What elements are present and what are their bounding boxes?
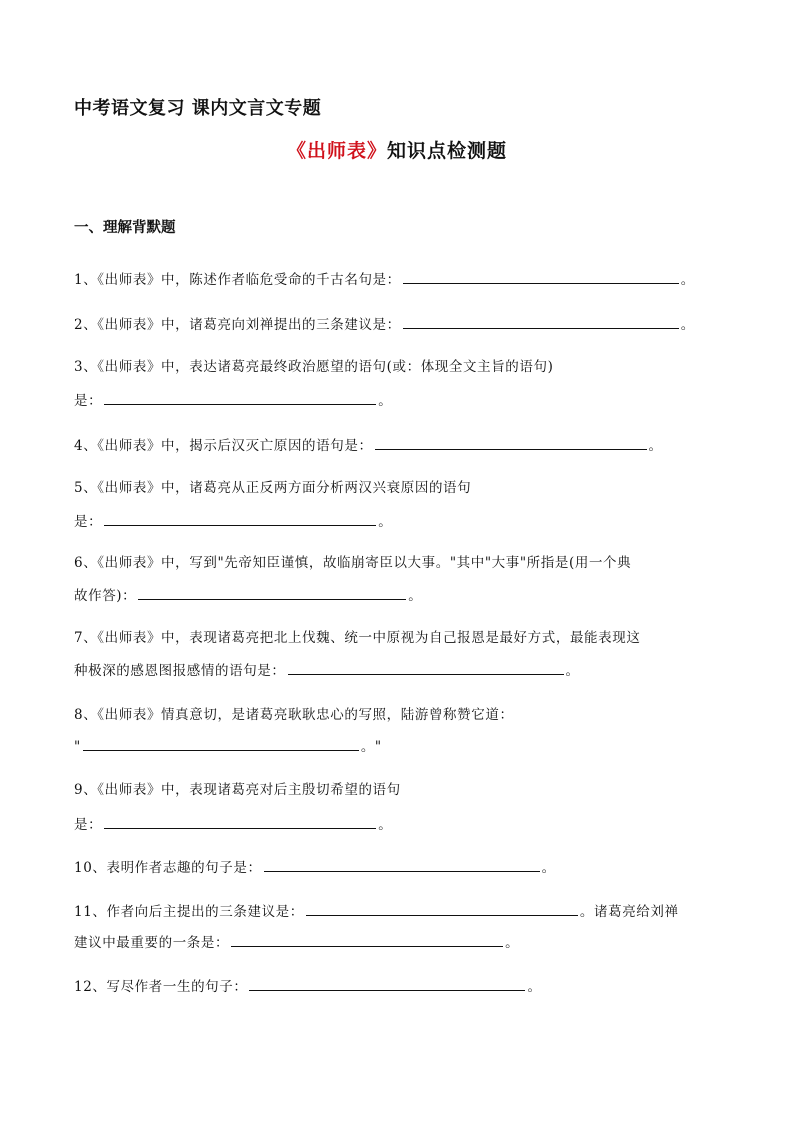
answer-blank-10[interactable] <box>264 856 540 872</box>
question-11-continuation: 。诸葛亮给刘禅 <box>579 904 679 920</box>
question-12 <box>74 975 542 997</box>
question-7-line-2 <box>74 659 580 681</box>
question-11-line-2 <box>74 931 519 953</box>
question-4-end: 。 <box>648 438 663 454</box>
question-6-line-2 <box>74 584 422 606</box>
answer-blank-12[interactable] <box>249 975 525 991</box>
answer-blank-2[interactable] <box>403 313 679 329</box>
question-5-line-2 <box>74 510 392 532</box>
header-title: 中考语文复习 课内文言文专题 <box>74 98 322 119</box>
document-title-work-name: 《出师表》 <box>286 140 387 162</box>
question-3-prefix: 是： <box>74 393 103 409</box>
question-9-line-1: 9、《出师表》中，表现诸葛亮对后主殷切希望的语句 <box>74 782 401 798</box>
question-7-line-1: 7、《出师表》中，表现诸葛亮把北上伐魏、统一中原视为自己报恩是最好方式，最能表现这 <box>74 630 641 646</box>
answer-blank-9[interactable] <box>104 813 376 829</box>
answer-blank-11a[interactable] <box>306 900 578 916</box>
question-2-end: 。 <box>680 317 695 333</box>
question-8-line-1: 8、《出师表》情真意切，是诸葛亮耿耿忠心的写照，陆游曾称赞它道： <box>74 707 514 723</box>
question-11-line-1 <box>74 900 679 922</box>
question-9-end: 。 <box>378 817 393 833</box>
question-2 <box>74 313 695 335</box>
answer-blank-3[interactable] <box>104 389 376 405</box>
question-9-line-2 <box>74 813 392 835</box>
question-4 <box>74 434 663 456</box>
answer-blank-11b[interactable] <box>231 931 503 947</box>
answer-blank-6[interactable] <box>138 584 406 600</box>
question-1 <box>74 268 695 290</box>
answer-blank-5[interactable] <box>104 510 376 526</box>
question-9-prefix: 是： <box>74 817 103 833</box>
question-3-line-2 <box>74 389 392 411</box>
question-10-end: 。 <box>541 860 556 876</box>
question-8-end: 。" <box>360 739 382 755</box>
question-4-text: 4、《出师表》中，揭示后汉灭亡原因的语句是： <box>74 438 373 454</box>
question-5-end: 。 <box>378 514 393 530</box>
question-11-text: 11、作者向后主提出的三条建议是： <box>74 904 304 920</box>
question-7-prefix: 种极深的感恩图报感情的语句是： <box>74 663 286 679</box>
answer-blank-7[interactable] <box>288 659 564 675</box>
question-12-end: 。 <box>527 979 542 995</box>
question-11-end: 。 <box>505 935 520 951</box>
question-1-end: 。 <box>680 272 695 288</box>
question-6-line-1: 6、《出师表》中，写到"先帝知臣谨慎，故临崩寄臣以大事。"其中"大事"所指是(用一个典 <box>74 555 632 571</box>
question-12-text: 12、写尽作者一生的句子： <box>74 979 248 995</box>
question-6-end: 。 <box>408 588 423 604</box>
document-title-rest: 知识点检测题 <box>387 140 508 162</box>
answer-blank-4[interactable] <box>375 434 647 450</box>
question-2-text: 2、《出师表》中，诸葛亮向刘禅提出的三条建议是： <box>74 317 401 333</box>
question-7-end: 。 <box>565 663 580 679</box>
question-6-prefix: 故作答)： <box>74 588 137 604</box>
question-10-text: 10、表明作者志趣的句子是： <box>74 860 262 876</box>
question-3-end: 。 <box>378 393 393 409</box>
question-3-line-1: 3、《出师表》中，表达诸葛亮最终政治愿望的语句(或：体现全文主旨的语句) <box>74 359 554 375</box>
question-11-second-prompt: 建议中最重要的一条是： <box>74 935 230 951</box>
answer-blank-8[interactable] <box>83 735 359 751</box>
section-heading: 一、理解背默题 <box>74 220 176 236</box>
document-title <box>0 136 794 163</box>
question-5-prefix: 是： <box>74 514 103 530</box>
question-5-line-1: 5、《出师表》中，诸葛亮从正反两方面分析两汉兴衰原因的语句 <box>74 480 472 496</box>
question-8-open-quote: " <box>74 739 81 755</box>
question-1-text: 1、《出师表》中，陈述作者临危受命的千古名句是： <box>74 272 401 288</box>
question-10 <box>74 856 556 878</box>
answer-blank-1[interactable] <box>403 268 679 284</box>
question-8-line-2 <box>74 735 382 757</box>
